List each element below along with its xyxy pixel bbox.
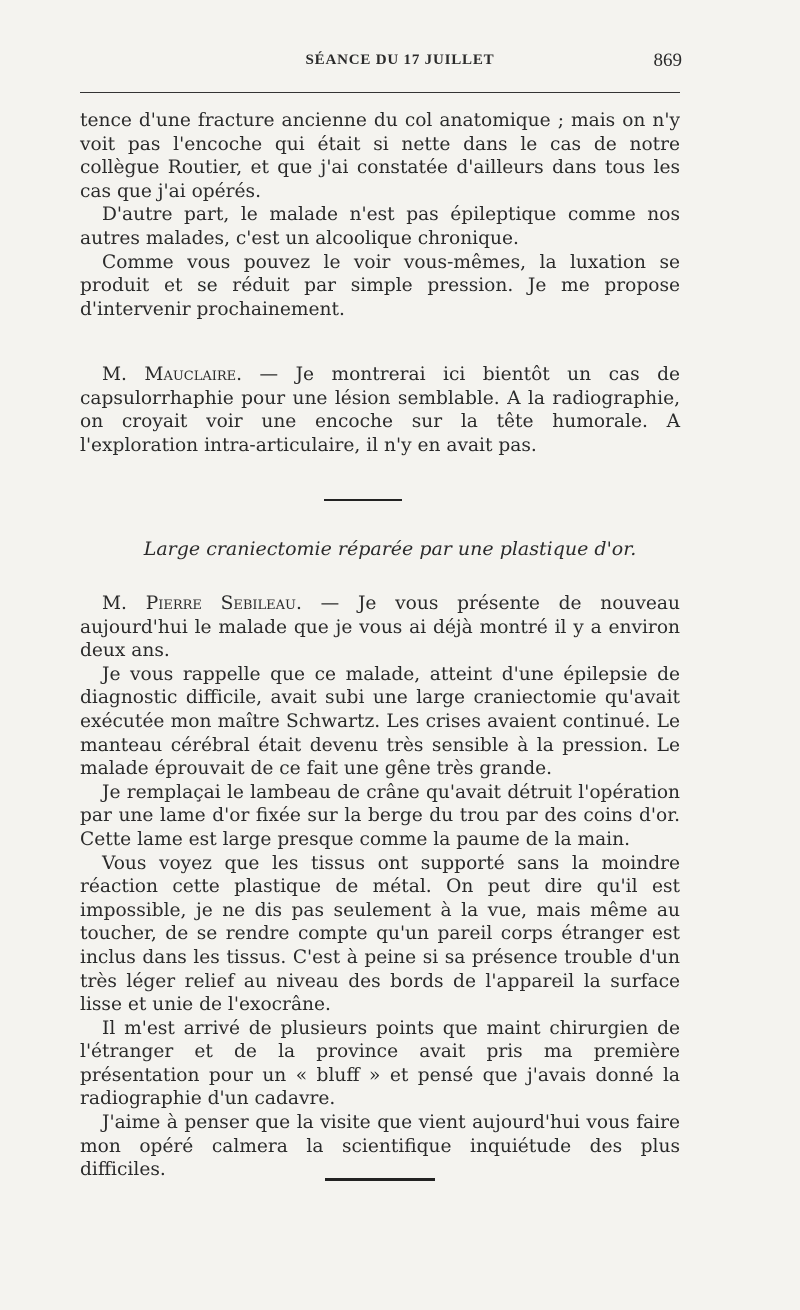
speaker-prefix: M. [102, 593, 146, 614]
paragraph [80, 363, 680, 457]
section-divider [324, 499, 402, 501]
paragraph: Je remplaçai le lambeau de crâne qu'avait détruit l'opération par une lame d'or fixée sur la berge du trou par des coins d'or. Cette lame est large presque comme la paume de la main. [80, 781, 680, 850]
mauclaire-remark [80, 363, 680, 457]
sebileau-presentation [80, 592, 680, 1182]
paragraph: Il m'est arrivé de plusieurs points que maint chirurgien de l'étranger et de la province avait pris ma première présentation pour un « bluff » et pensé que j'avais donné la radiographie d'un cadavre. [80, 1017, 680, 1110]
paragraph: Comme vous pouvez le voir vous-mêmes, la luxation se produit et se réduit par simple pression. Je me propose d'intervenir prochainement. [80, 251, 680, 320]
paragraph: J'aime à penser que la visite que vient aujourd'hui vous faire mon opéré calmera la scientifique inquiétude des plus difficiles. [80, 1112, 680, 1181]
continued-discussion [80, 109, 680, 321]
running-head [80, 50, 680, 74]
paragraph [80, 592, 680, 663]
section-title: Large craniectomie réparée par une plastique d'or. [143, 538, 637, 560]
speaker-prefix: M. [102, 364, 145, 385]
running-title: SÉANCE DU 17 JUILLET [305, 52, 495, 68]
paragraph: Vous voyez que les tissus ont supporté sans la moindre réaction cette plastique de métal. On peut dire qu'il est impossible, je ne dis pas seulement à la vue, mais même au toucher, de se rendre compte qu'un pareil corps étranger est inclus dans les tissus. C'est à peine si sa présence trouble d'un très léger relief au niveau des bords de l'appareil la surface lisse et unie de l'exocrâne. [80, 852, 680, 1016]
page-number: 869 [653, 50, 682, 71]
header-rule [80, 92, 680, 93]
presentation-text: . — Je vous présente de nouveau aujourd'hui le malade que je vous ai déjà montré il y a environ deux ans. [80, 593, 680, 662]
paragraph: tence d'une fracture ancienne du col anatomique ; mais on n'y voit pas l'encoche qui était si nette dans le cas de notre collègue Routier, et que j'ai constatée d'ailleurs dans tous les cas que j'ai opérés. [80, 110, 680, 202]
speaker-name: Mauclaire [144, 364, 237, 385]
speaker-name: Pierre Sebileau [145, 593, 297, 614]
remark-text: . — Je montrerai ici bientôt un cas de capsulorrhaphie pour une lésion semblable. A la radiographie, on croyait voir une encoche sur la tête humorale. A l'exploration intra-articulaire, il n'y en avait pas. [80, 364, 680, 456]
paragraph: Je vous rappelle que ce malade, atteint d'une épilepsie de diagnostic difficile, avait subi une large craniectomie qu'avait exécutée mon maître Schwartz. Les crises avaient continué. Le manteau cérébral était devenu très sensible à la pression. Le malade éprouvait de ce fait une gêne très grande. [80, 663, 680, 780]
paragraph: D'autre part, le malade n'est pas épileptique comme nos autres malades, c'est un alcoolique chronique. [80, 204, 680, 249]
end-divider [325, 1178, 435, 1181]
